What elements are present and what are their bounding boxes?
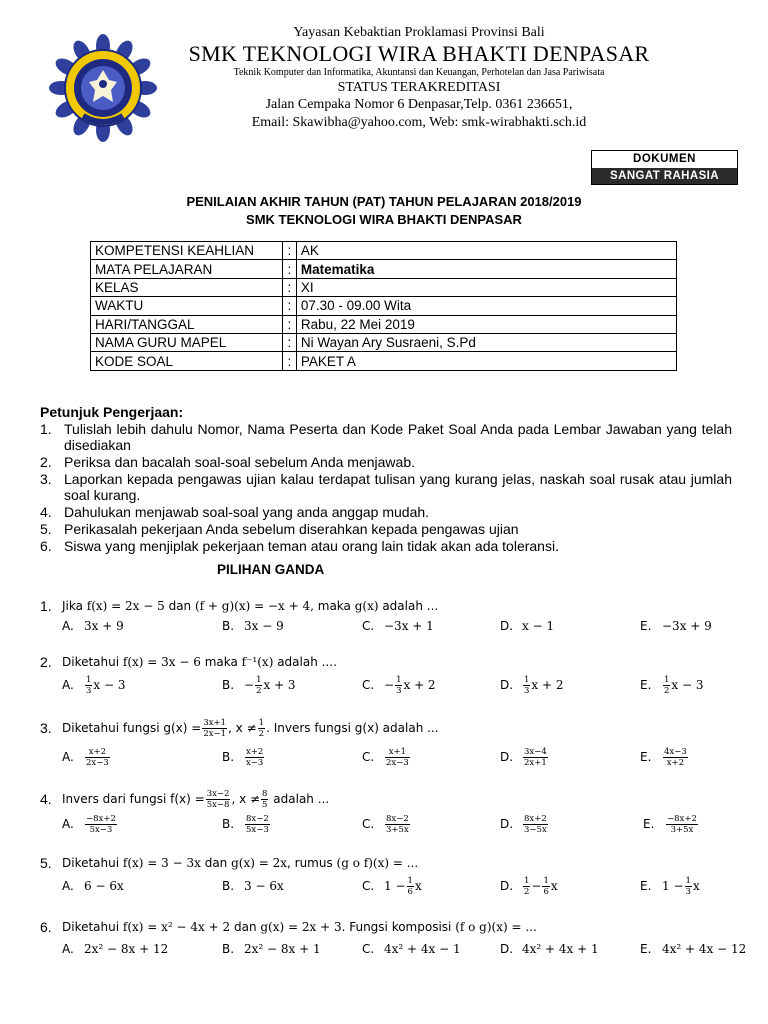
exam-title-line2: SMK TEKNOLOGI WIRA BHAKTI DENPASAR	[246, 212, 522, 227]
question-text: Diketahui f(x) = 3 − 3x dan g(x) = 2x, rumus (g o f)(x) = ...	[62, 856, 419, 870]
exam-info-table	[90, 241, 677, 371]
question-stem	[40, 652, 750, 672]
question-number: 3.	[40, 720, 52, 736]
question-text: Invers dari fungsi f(x) = $\frac{3x-2}{5x-8}$ , x ≠ $\frac{8}{5}$ adalah ...	[62, 789, 330, 810]
question-1	[40, 596, 750, 636]
exam-title	[0, 193, 768, 229]
question-number: 5.	[40, 855, 52, 871]
info-value: Ni Wayan Ary Susraeni, S.Pd	[296, 333, 676, 351]
answer-options	[40, 672, 750, 698]
question-number: 6.	[40, 919, 52, 935]
info-value: Matematika	[296, 260, 676, 278]
confidential-label: SANGAT RAHASIA	[592, 168, 737, 184]
answer-options	[40, 616, 750, 636]
question-text: Diketahui fungsi g(x) = $\frac{3x+1}{2x-1}$ , x ≠ $\frac{1}{2}$ . Invers fungsi g(x) adalah ...	[62, 718, 439, 739]
list-number: 4.	[40, 504, 52, 520]
table-row	[91, 352, 677, 370]
info-separator: :	[282, 333, 296, 351]
option-a[interactable]: A. $\frac{-8x+2}{5x-3}$	[62, 814, 116, 835]
school-name: SMK TEKNOLOGI WIRA BHAKTI DENPASAR	[188, 41, 650, 66]
option-b[interactable]: B. 3x − 9	[222, 619, 284, 633]
option-b[interactable]: B. − $\frac{1}{2}$ x + 3	[222, 675, 296, 696]
info-value: PAKET A	[296, 352, 676, 370]
answer-options	[40, 939, 750, 959]
question-stem	[40, 787, 750, 811]
option-d[interactable]: D. $\frac{8x+2}{3-5x}$	[500, 814, 547, 835]
answer-options	[40, 873, 750, 899]
option-d[interactable]: D. $\frac{1}{3}$ x + 2	[500, 675, 564, 696]
info-separator: :	[282, 297, 296, 315]
question-text: Diketahui f(x) = 3x − 6 maka f⁻¹(x) adalah ....	[62, 655, 337, 669]
option-d[interactable]: D. $\frac{1}{2}$ − $\frac{1}{6}$ x	[500, 876, 558, 897]
option-d[interactable]: D. x − 1	[500, 619, 555, 633]
instruction-text: Periksa dan bacalah soal-soal sebelum Anda menjawab.	[64, 454, 415, 470]
instruction-text: Laporkan kepada pengawas ujian kalau terdapat tulisan yang kurang jelas, naskah soal rusak atau jumlah soal kurang.	[64, 471, 732, 503]
info-label: NAMA GURU MAPEL	[91, 333, 283, 351]
option-b[interactable]: B. $\frac{8x-2}{5x-3}$	[222, 814, 269, 835]
instructions-list	[40, 421, 732, 554]
question-2	[40, 652, 750, 698]
school-logo-emblem	[47, 32, 159, 144]
instructions-heading: Petunjuk Pengerjaan:	[40, 404, 184, 420]
question-number: 1.	[40, 598, 52, 614]
list-number: 3.	[40, 471, 52, 487]
info-label: WAKTU	[91, 297, 283, 315]
list-number: 2.	[40, 454, 52, 470]
school-contact: Email: Skawibha@yahoo.com, Web: smk-wirabhakti.sch.id	[251, 115, 587, 130]
instruction-text: Dahulukan menjawab soal-soal yang anda anggap mudah.	[64, 504, 430, 520]
info-label: KODE SOAL	[91, 352, 283, 370]
document-classification-box	[591, 150, 738, 185]
option-a[interactable]: A. 2x² − 8x + 12	[62, 942, 169, 956]
info-value: Rabu, 22 Mei 2019	[296, 315, 676, 333]
question-6	[40, 917, 750, 959]
info-label: HARI/TANGGAL	[91, 315, 283, 333]
list-item	[40, 521, 732, 537]
option-b[interactable]: B. 2x² − 8x + 1	[222, 942, 321, 956]
list-number: 1.	[40, 421, 52, 437]
option-b[interactable]: B. $\frac{x+2}{x-3}$	[222, 747, 264, 768]
list-item	[40, 538, 732, 554]
option-a[interactable]: A. $\frac{1}{3}$ x − 3	[62, 675, 126, 696]
option-e[interactable]: E. $\frac{4x-3}{x+2}$	[640, 747, 687, 768]
question-3	[40, 716, 750, 770]
question-text: Jika f(x) = 2x − 5 dan (f + g)(x) = −x + 4, maka g(x) adalah ...	[62, 599, 439, 613]
info-separator: :	[282, 242, 296, 260]
letterhead	[170, 24, 668, 132]
document-label: DOKUMEN	[633, 153, 696, 165]
school-address: Jalan Cempaka Nomor 6 Denpasar,Telp. 0361 236651,	[265, 97, 573, 112]
section-title: PILIHAN GANDA	[217, 562, 325, 577]
option-c[interactable]: C. − $\frac{1}{3}$ x + 2	[362, 675, 436, 696]
option-a[interactable]: A. 6 − 6x	[62, 879, 124, 893]
list-number: 6.	[40, 538, 52, 554]
option-d[interactable]: D. 4x² + 4x + 1	[500, 942, 599, 956]
list-number: 5.	[40, 521, 52, 537]
list-item	[40, 454, 732, 470]
info-separator: :	[282, 315, 296, 333]
info-separator: :	[282, 278, 296, 296]
instruction-text: Perikasalah pekerjaan Anda sebelum diserahkan kepada pengawas ujian	[64, 521, 519, 537]
option-c[interactable]: C. −3x + 1	[362, 619, 434, 633]
info-separator: :	[282, 260, 296, 278]
info-value: AK	[296, 242, 676, 260]
foundation-name: Yayasan Kebaktian Proklamasi Provinsi Bali	[293, 25, 545, 40]
option-e[interactable]: E. $\frac{1}{2}$ x − 3	[640, 675, 704, 696]
instructions	[40, 404, 732, 555]
table-row	[91, 242, 677, 260]
table-row	[91, 333, 677, 351]
question-stem	[40, 853, 750, 873]
list-item	[40, 421, 732, 453]
table-row	[91, 297, 677, 315]
option-c[interactable]: C. $\frac{x+1}{2x-3}$	[362, 747, 409, 768]
option-e[interactable]: E. −3x + 9	[640, 619, 712, 633]
school-programs: Teknik Komputer dan Informatika, Akuntansi dan Keuangan, Perhotelan dan Jasa Pariwisata	[233, 67, 605, 78]
exam-title-line1: PENILAIAN AKHIR TAHUN (PAT) TAHUN PELAJARAN 2018/2019	[186, 194, 582, 209]
question-text: Diketahui f(x) = x² − 4x + 2 dan g(x) = 2x + 3. Fungsi komposisi (f o g)(x) = ...	[62, 920, 537, 934]
option-c[interactable]: C. 1 − $\frac{1}{6}$ x	[362, 876, 422, 897]
question-number: 4.	[40, 791, 52, 807]
info-label: KOMPETENSI KEAHLIAN	[91, 242, 283, 260]
info-label: MATA PELAJARAN	[91, 260, 283, 278]
table-row	[91, 315, 677, 333]
table-row	[91, 278, 677, 296]
info-value: 07.30 - 09.00 Wita	[296, 297, 676, 315]
question-5	[40, 853, 750, 899]
list-item	[40, 504, 732, 520]
question-number: 2.	[40, 654, 52, 670]
info-value: XI	[296, 278, 676, 296]
option-c[interactable]: C. 4x² + 4x − 1	[362, 942, 461, 956]
option-a[interactable]: A. $\frac{x+2}{2x-3}$	[62, 747, 109, 768]
question-4	[40, 787, 750, 837]
option-e[interactable]: E. 4x² + 4x − 12	[640, 942, 747, 956]
school-logo	[47, 32, 159, 144]
answer-options	[40, 744, 750, 770]
option-a[interactable]: A. 3x + 9	[62, 619, 124, 633]
question-stem	[40, 917, 750, 937]
list-item	[40, 471, 732, 503]
option-c[interactable]: C. $\frac{8x-2}{3+5x}$	[362, 814, 409, 835]
table-row	[91, 260, 677, 278]
option-d[interactable]: D. $\frac{3x-4}{2x+1}$	[500, 747, 547, 768]
option-b[interactable]: B. 3 − 6x	[222, 879, 284, 893]
instruction-text: Siswa yang menjiplak pekerjaan teman atau orang lain tidak akan ada toleransi.	[64, 538, 559, 554]
instruction-text: Tulislah lebih dahulu Nomor, Nama Peserta dan Kode Paket Soal Anda pada Lembar Jawaban yang telah disediakan	[64, 421, 732, 453]
option-e[interactable]: E. 1 − $\frac{1}{3}$ x	[640, 876, 700, 897]
info-separator: :	[282, 352, 296, 370]
answer-options	[40, 811, 750, 837]
option-e[interactable]: E. $\frac{-8x+2}{3+5x}$	[643, 814, 697, 835]
accreditation-status: STATUS TERAKREDITASI	[337, 80, 501, 95]
info-label: KELAS	[91, 278, 283, 296]
question-stem	[40, 716, 750, 740]
question-stem	[40, 596, 750, 616]
